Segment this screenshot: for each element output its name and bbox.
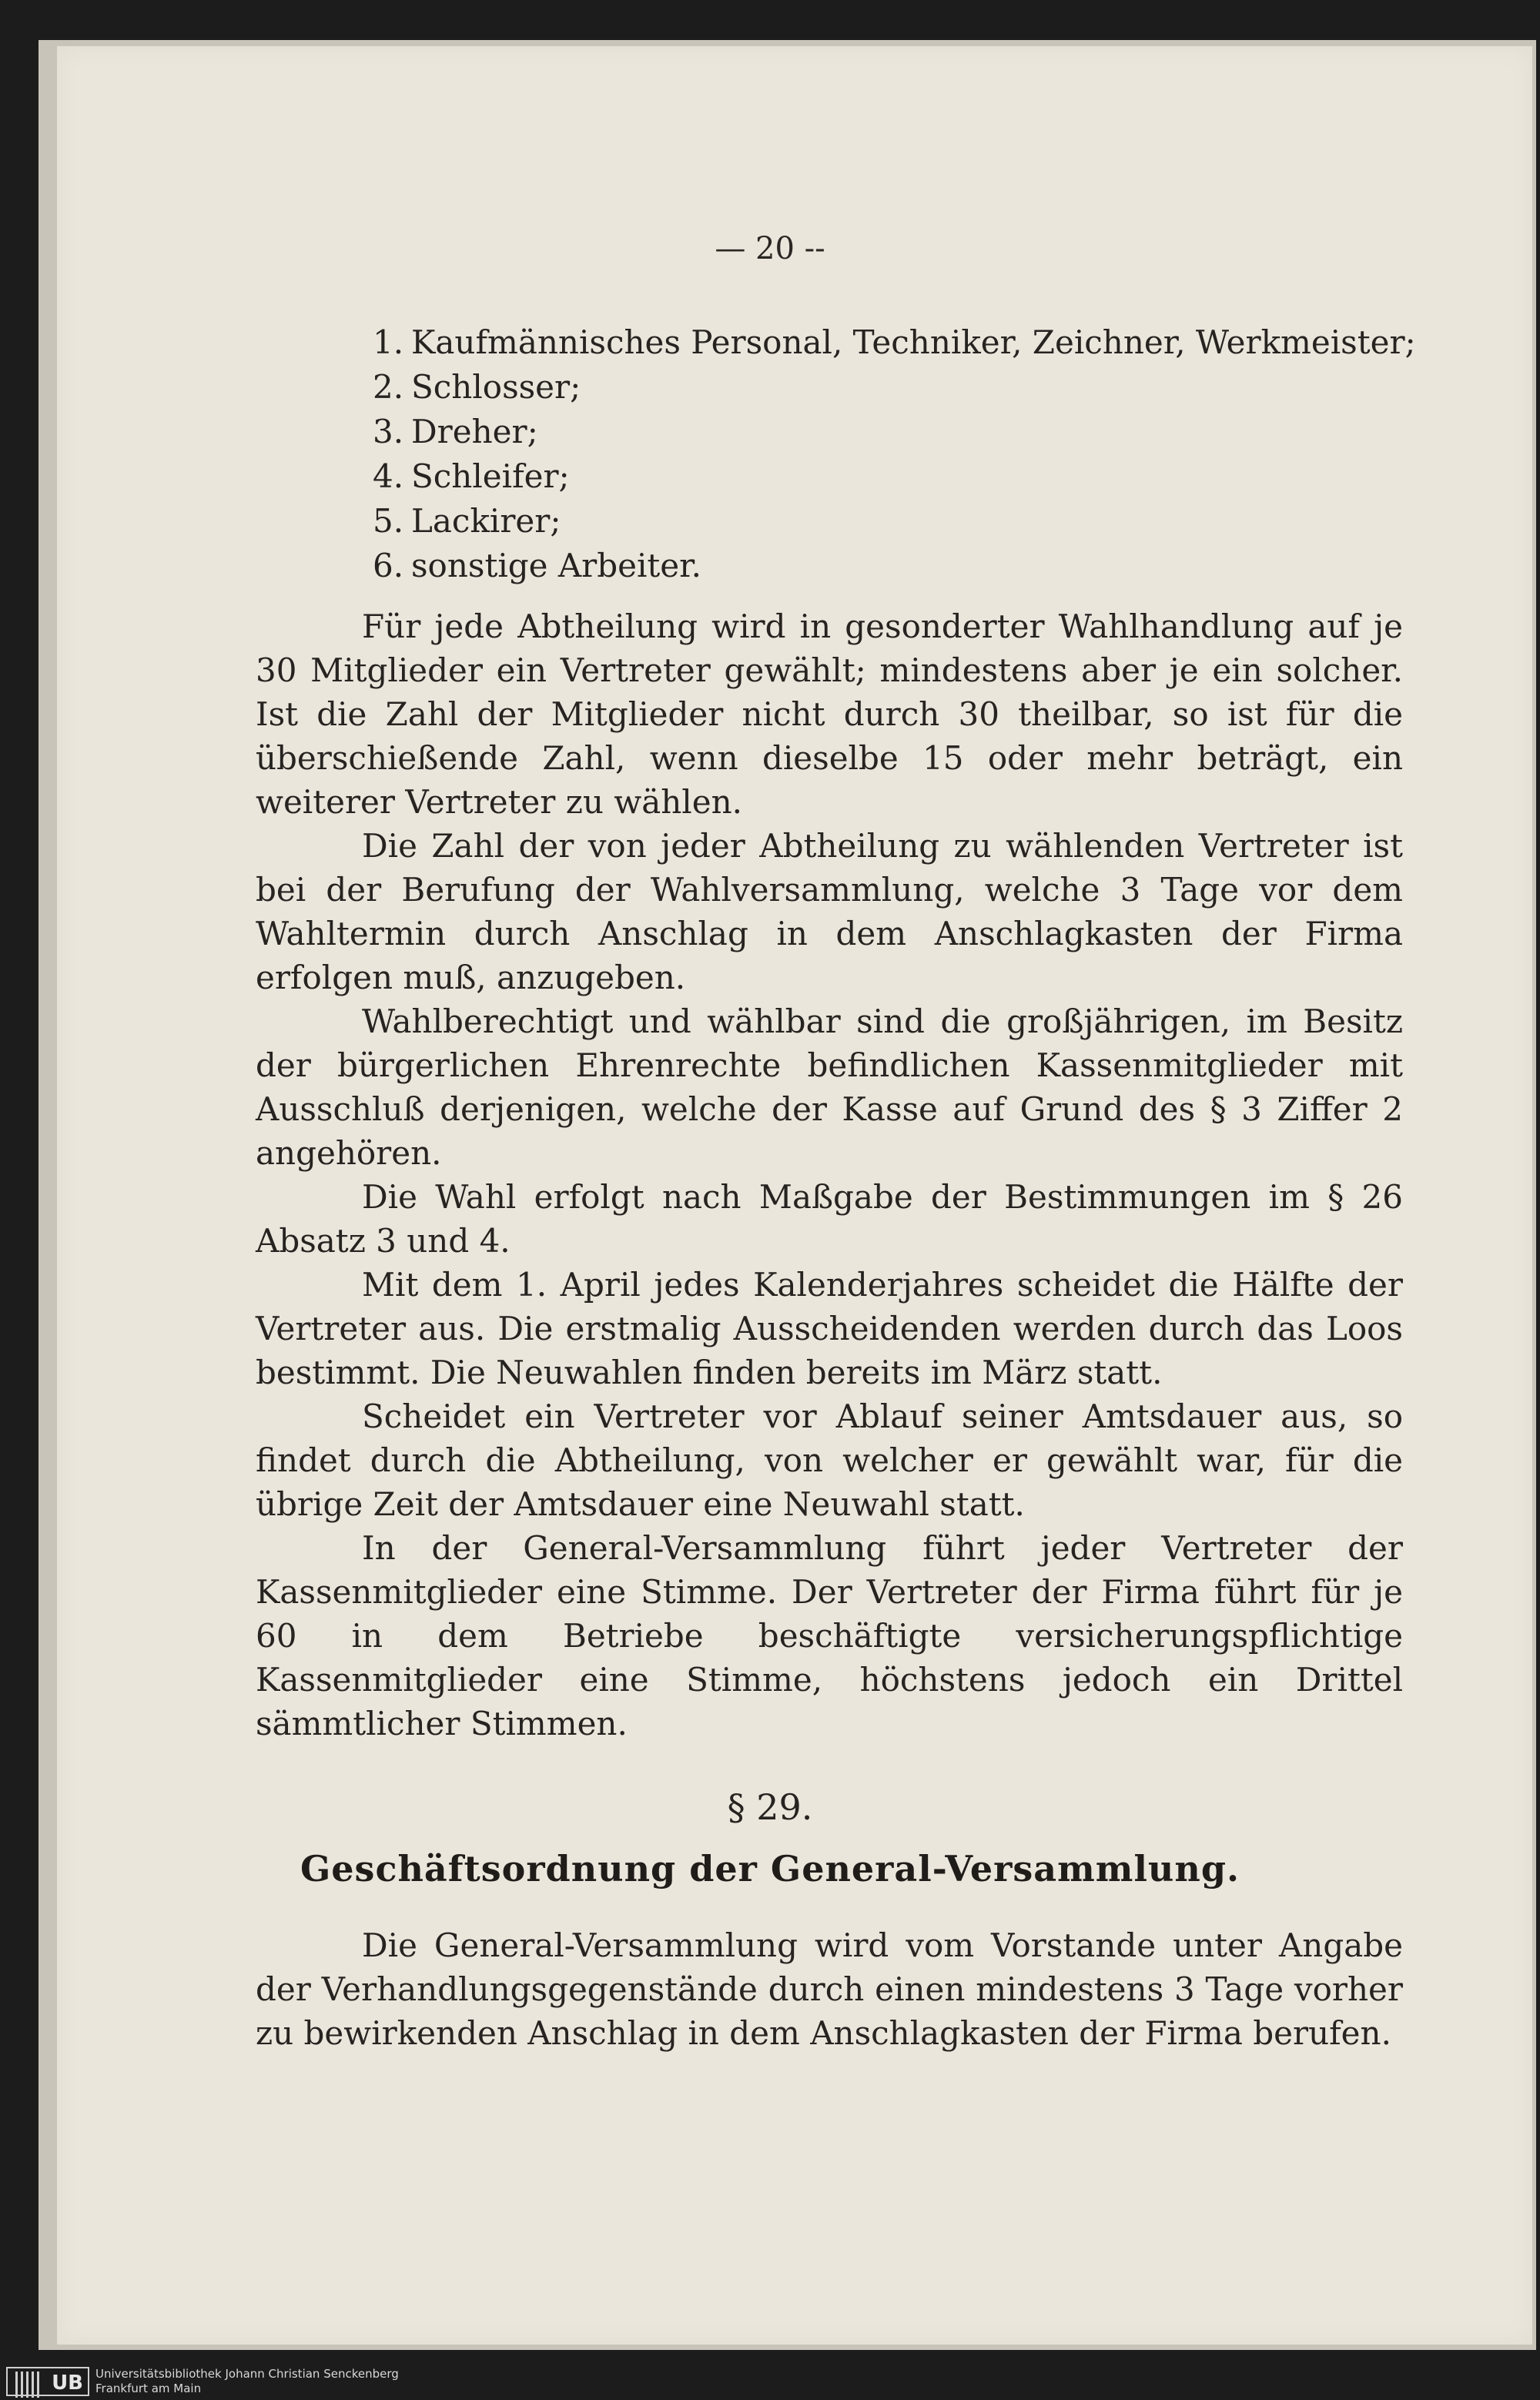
paragraph: Die Zahl der von jeder Abtheilung zu wählenden Vertreter ist bei der Berufung der Wahlversammlung, welche 3 Tage vor dem Wahltermin durch Anschlag in dem Anschlagkasten der Firma erfolgen muß, anzugeben. [256, 827, 1403, 996]
logo-text: UB [52, 2372, 83, 2395]
paragraph: Für jede Abtheilung wird in gesonderter Wahlhandlung auf je 30 Mitglieder ein Vertreter gewählt; mindestens aber je ein solcher. Ist die Zahl der Mitglieder nicht durch 30 theilbar, so ist für die überschießende Zahl, wenn dieselbe 15 oder mehr beträgt, ein weiterer Vertreter zu wählen. [256, 608, 1403, 821]
page-number: — 20 -- [715, 231, 825, 266]
footer-attribution [95, 2367, 399, 2396]
list-item-number: 2. [373, 368, 404, 406]
list-item [373, 365, 1416, 410]
barcode-icon [15, 2372, 42, 2398]
paragraph: Wahlberechtigt und wählbar sind die großjährigen, im Besitz der bürgerlichen Ehrenrechte befindlichen Kassenmitglieder mit Ausschluß derjenigen, welche der Kasse auf Grund des § 3 Ziffer 2 angehören. [256, 1003, 1403, 1172]
list-item-text: Schleifer; [411, 457, 570, 495]
section-heading: Geschäftsordnung der General-Versammlung. [300, 1848, 1240, 1890]
category-list [373, 320, 1416, 588]
paragraph: In der General-Versammlung führt jeder Vertreter der Kassenmitglieder eine Stimme. Der Vertreter der Firma führt für je 60 in dem Betriebe beschäftigte versicherungspflichtige Kassenmitglieder eine Stimme, höchstens jedoch ein Drittel sämmtlicher Stimmen. [256, 1529, 1403, 1742]
list-item-text: Schlosser; [411, 368, 581, 406]
list-item [373, 499, 1416, 544]
body-text [256, 604, 1403, 1746]
library-logo [6, 2367, 89, 2396]
footer-line-1: Universitätsbibliothek Johann Christian Senckenberg [95, 2367, 399, 2381]
section-body [256, 1923, 1403, 2055]
list-item [373, 320, 1416, 365]
list-item-number: 4. [373, 457, 404, 495]
list-item-number: 3. [373, 413, 404, 450]
paragraph: Mit dem 1. April jedes Kalenderjahres scheidet die Hälfte der Vertreter aus. Die erstmalig Ausscheidenden werden durch das Loos bestimmt. Die Neuwahlen finden bereits im März statt. [256, 1266, 1403, 1391]
list-item-text: sonstige Arbeiter. [411, 547, 701, 584]
footer-line-2: Frankfurt am Main [95, 2382, 202, 2395]
paragraph: Scheidet ein Vertreter vor Ablauf seiner Amtsdauer aus, so findet durch die Abtheilung, von welcher er gewählt war, für die übrige Zeit der Amtsdauer eine Neuwahl statt. [256, 1397, 1403, 1523]
list-item-text: Lackirer; [411, 502, 561, 540]
list-item-number: 6. [373, 547, 404, 584]
list-item [373, 454, 1416, 499]
paragraph: Die Wahl erfolgt nach Maßgabe der Bestimmungen im § 26 Absatz 3 und 4. [256, 1178, 1403, 1260]
list-item-number: 5. [373, 502, 404, 540]
paragraph: Die General-Versammlung wird vom Vorstande unter Angabe der Verhandlungsgegenstände durch einen mindestens 3 Tage vorher zu bewirkenden Anschlag in dem Anschlagkasten der Firma berufen. [256, 1926, 1403, 2052]
list-item [373, 410, 1416, 454]
footer-bar [0, 2364, 1540, 2400]
section-number: § 29. [727, 1786, 813, 1828]
list-item-text: Dreher; [411, 413, 538, 450]
list-item-number: 1. [373, 323, 404, 361]
list-item-text: Kaufmännisches Personal, Techniker, Zeichner, Werkmeister; [411, 323, 1416, 361]
list-item [373, 544, 1416, 588]
